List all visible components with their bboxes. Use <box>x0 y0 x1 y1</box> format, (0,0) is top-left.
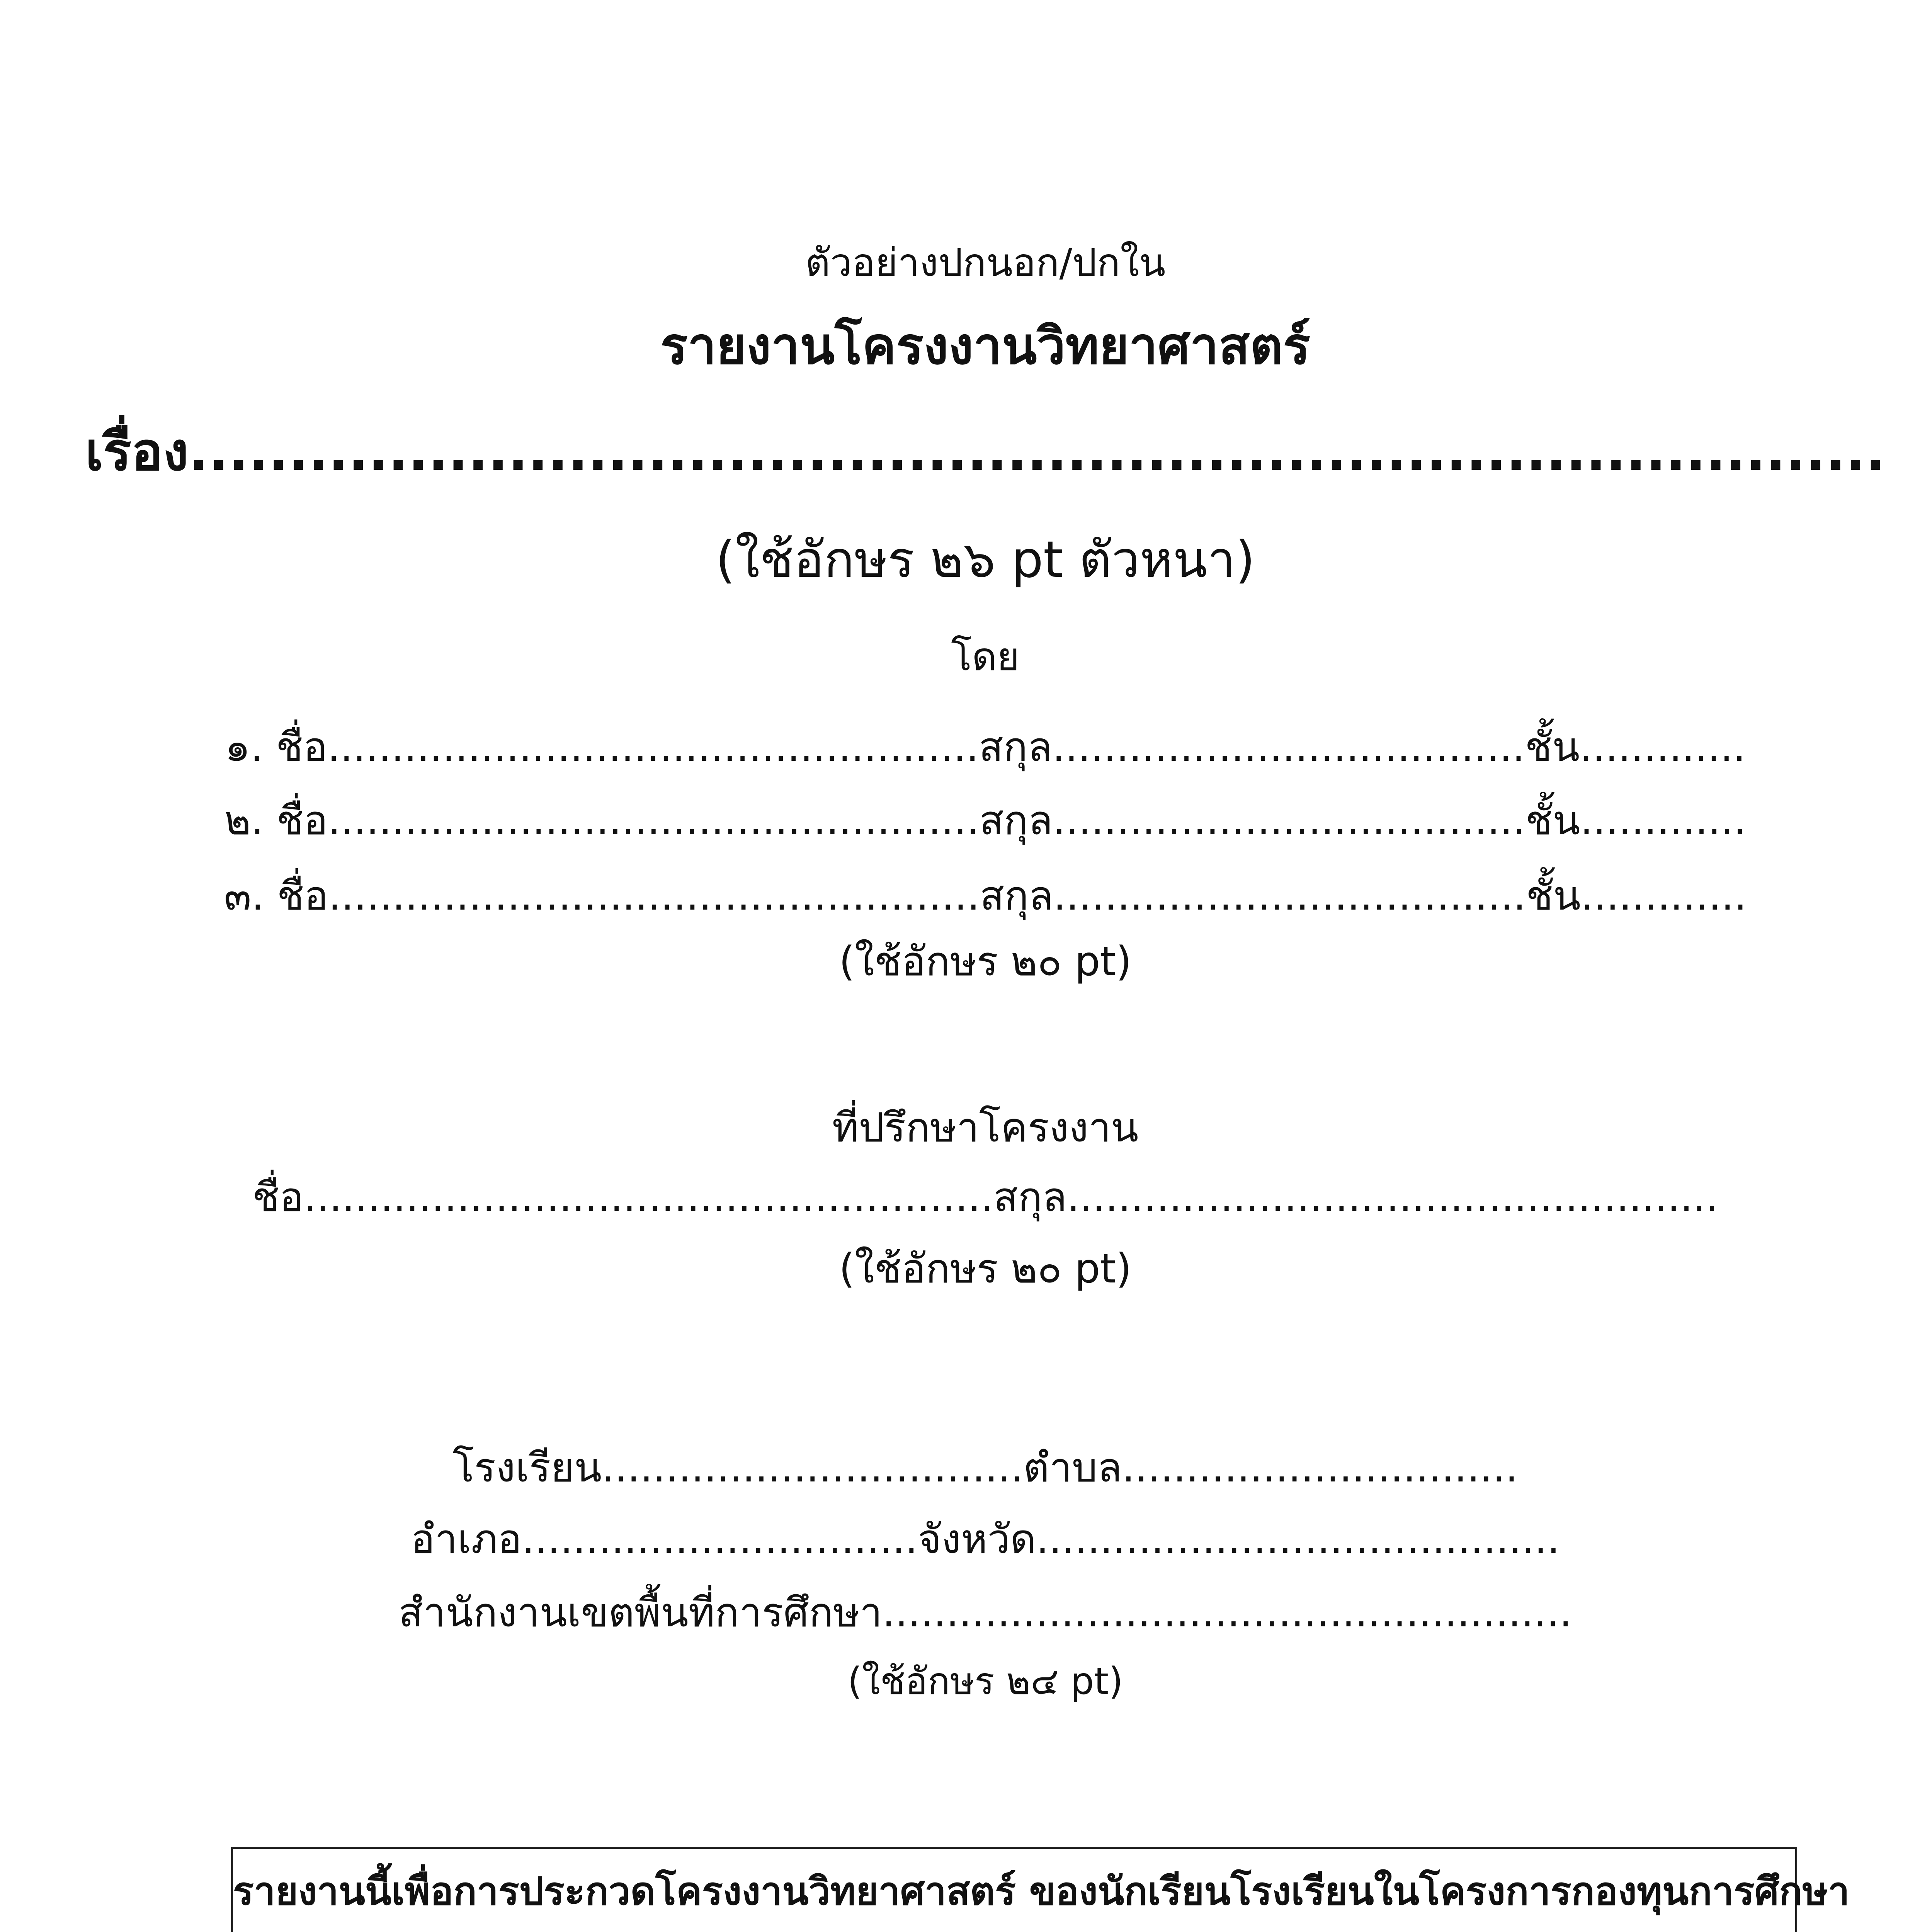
members-font-note: (ใช้อักษร ๒๐ pt) <box>839 938 1132 985</box>
school-line: โรงเรียน.................................ตำบล............................... <box>452 1444 1518 1491</box>
topic-line: เรื่อง..................................................................................... <box>85 422 1886 483</box>
education-office-line: สำนักงานเขตพื้นที่การศึกษา...................................................... <box>398 1589 1572 1636</box>
advisor-heading: ที่ปรึกษาโครงงาน <box>832 1104 1139 1151</box>
advisor-font-note: (ใช้อักษร ๒๐ pt) <box>839 1245 1132 1292</box>
cover-subtitle: ตัวอย่างปกนอก/ปกใน <box>805 240 1166 285</box>
location-font-note: (ใช้อักษร ๒๔ pt) <box>847 1660 1123 1703</box>
contest-line-1: รายงานนี้เพื่อการประกวดโครงงานวิทยาศาสตร์ ของนักเรียนโรงเรียนในโครงการกองทุนการศึกษา <box>233 1869 1850 1914</box>
topic-font-note: (ใช้อักษร ๒๖ pt ตัวหนา) <box>715 530 1255 589</box>
district-line: อำเภอ...............................จังหวัด......................................... <box>411 1515 1560 1563</box>
member-line-1: ๑. ชื่อ...................................................สกุล.....................................ชั้น............. <box>225 723 1746 770</box>
contest-info-box <box>231 1847 1850 1932</box>
member-line-3: ๓. ชื่อ...................................................สกุล.....................................ชั้น............. <box>224 872 1747 919</box>
report-title: รายงานโครงงานวิทยาศาสตร์ <box>660 316 1311 376</box>
member-line-2: ๒. ชื่อ...................................................สกุล.....................................ชั้น............. <box>224 797 1747 844</box>
contest-line-2 <box>233 1930 1795 1932</box>
advisor-name-line: ชื่อ......................................................สกุล................................................... <box>252 1173 1719 1221</box>
by-label: โดย <box>951 634 1020 679</box>
